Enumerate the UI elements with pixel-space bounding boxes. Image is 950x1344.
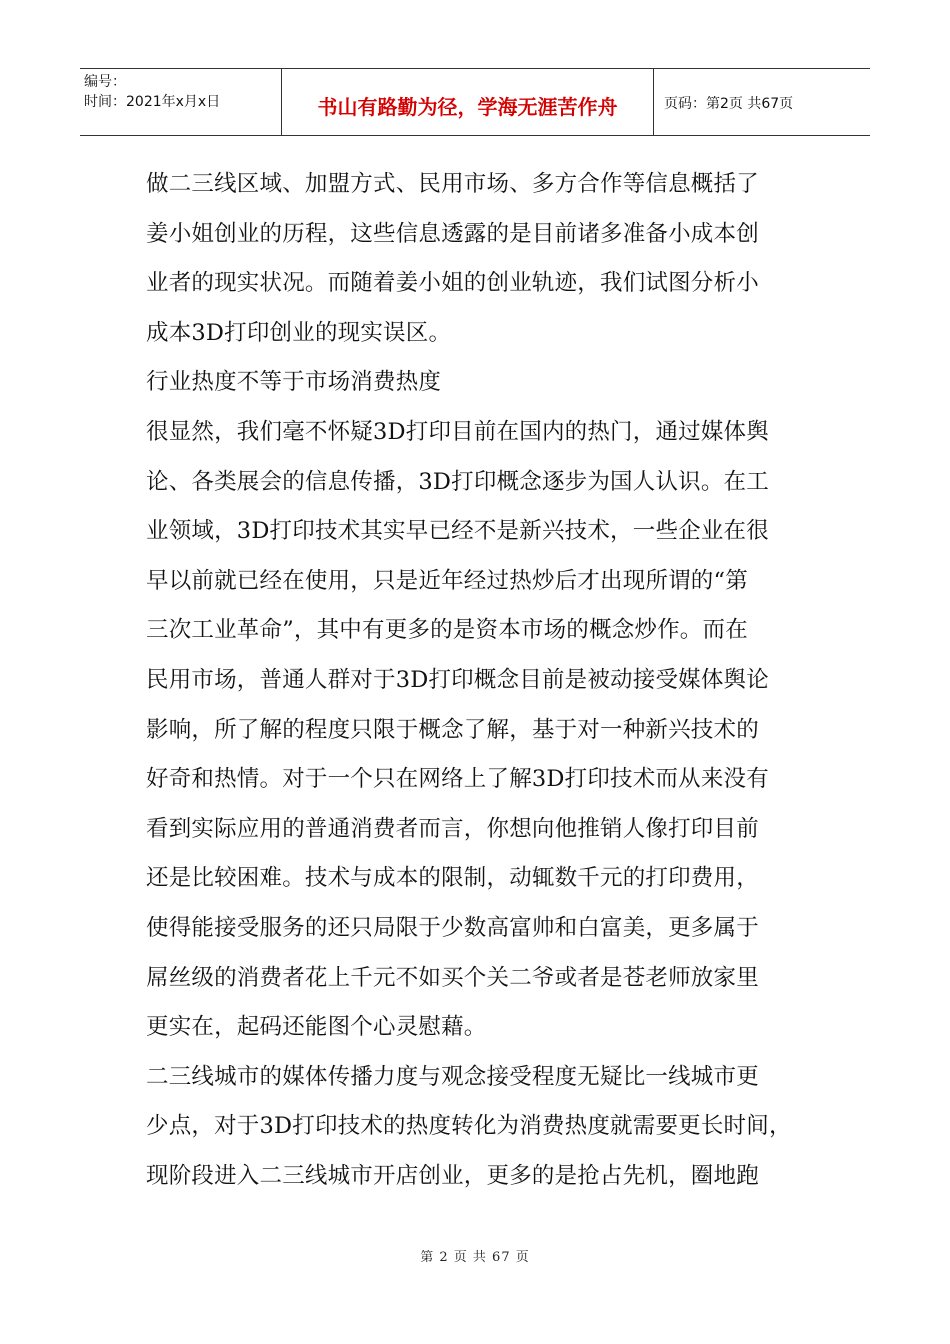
document-body: [146, 160, 826, 1201]
body-line: 业领域，3D打印技术其实早已经不是新兴技术，一些企业在很: [146, 518, 769, 545]
body-line: 早以前就已经在使用，只是近年经过热炒后才出现所谓的“第: [146, 567, 748, 594]
body-line: 少点，对于3D打印技术的热度转化为消费热度就需要更长时间，: [146, 1113, 792, 1140]
body-line: 民用市场，普通人群对于3D打印概念目前是被动接受媒体舆论: [146, 666, 769, 693]
header-motto: 书山有路勤为径，学海无涯苦作舟: [282, 69, 654, 135]
body-line: 姜小姐创业的历程，这些信息透露的是目前诸多准备小成本创: [146, 220, 759, 247]
header-meta: [80, 69, 282, 135]
time-label: 时间：2021年x月x日: [84, 94, 221, 110]
header-page-info: 页码：第2页 共67页: [664, 96, 794, 112]
body-line: 业者的现实状况。而随着姜小姐的创业轨迹，我们试图分析小: [146, 270, 759, 297]
body-line: 论、各类展会的信息传播，3D打印概念逐步为国人认识。在工: [146, 468, 769, 495]
body-line: 看到实际应用的普通消费者而言，你想向他推销人像打印目前: [146, 815, 759, 842]
body-line: 使得能接受服务的还只局限于少数高富帅和白富美，更多属于: [146, 914, 759, 941]
page-header: [80, 68, 870, 136]
body-line: 做二三线区域、加盟方式、民用市场、多方合作等信息概括了: [146, 171, 759, 197]
body-line: 影响，所了解的程度只限于概念了解，基于对一种新兴技术的: [146, 716, 759, 743]
body-line: 还是比较困难。技术与成本的限制，动辄数千元的打印费用，: [146, 865, 759, 892]
body-line: 二三线城市的媒体传播力度与观念接受程度无疑比一线城市更: [146, 1063, 759, 1090]
body-line: 成本3D打印创业的现实误区。: [146, 319, 452, 346]
body-line: 好奇和热情。对于一个只在网络上了解3D打印技术而从来没有: [146, 766, 769, 793]
body-line: 三次工业革命”，其中有更多的是资本市场的概念炒作。而在: [146, 617, 748, 644]
page-footer: 第 2 页 共 67 页: [420, 1250, 530, 1265]
body-line: 现阶段进入二三线城市开店创业，更多的是抢占先机，圈地跑: [146, 1162, 759, 1189]
body-line: 屌丝级的消费者花上千元不如买个关二爷或者是苍老师放家里: [146, 964, 759, 991]
body-line: 很显然，我们毫不怀疑3D打印目前在国内的热门，通过媒体舆: [146, 418, 769, 445]
section-heading: 行业热度不等于市场消费热度: [146, 369, 442, 396]
number-label: 编号：: [84, 74, 126, 90]
body-line: 更实在，起码还能图个心灵慰藉。: [146, 1014, 487, 1041]
